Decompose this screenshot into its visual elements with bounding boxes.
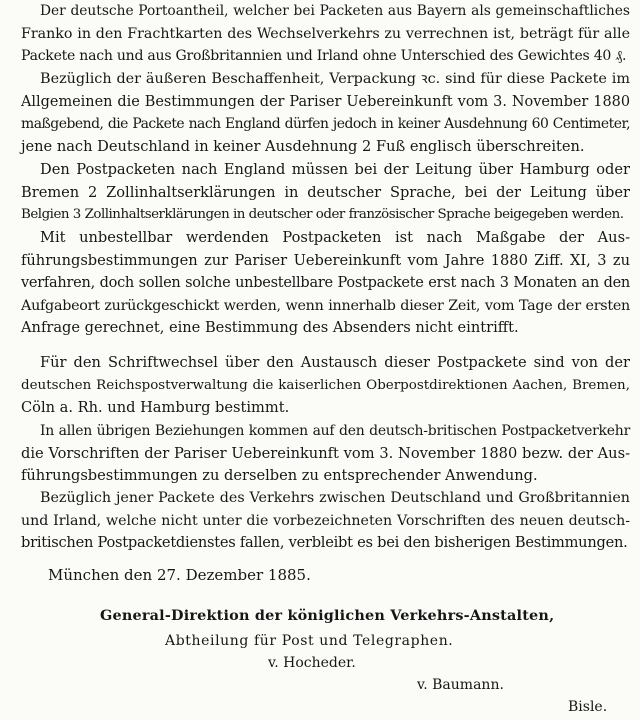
text-line: Den Postpacketen nach England müssen bei der Leitung über Hamburg oder — [40, 161, 630, 178]
text-line: Der deutsche Portoantheil, welcher bei Packeten aus Bayern als gemeinschaftliches — [40, 3, 630, 19]
paragraph-postage-share — [0, 0, 640, 68]
text-line: Bremen 2 Zollinhaltserklärungen in deutscher Sprache, bei der Leitung über — [21, 183, 630, 201]
paragraph-correspondence — [0, 352, 640, 420]
text-line: Belgien 3 Zollinhaltserklärungen in deutscher oder französischer Sprache beigegeben werden. — [21, 207, 624, 222]
text-line: jene nach Deutschland in keiner Ausdehnung 2 Fuß englisch überschreiten. — [21, 137, 585, 155]
signatory-bisle: Bisle. — [568, 699, 608, 715]
text-line: und Irland, welche nicht unter die vorbezeichneten Vorschriften des neuen deutsch- — [21, 512, 630, 529]
signatory-hocheder: v. Hocheder. — [268, 655, 356, 671]
department: Abtheilung für Post und Telegraphen. — [165, 633, 454, 649]
text-line: Aufgabeort zurückgeschickt werden, wenn innerhalb dieser Zeit, vom Tage der ersten — [21, 297, 630, 314]
text-line: Cöln a. Rh. und Hamburg bestimmt. — [21, 399, 290, 416]
text-line: deutschen Reichspostverwaltung die kaiserlichen Oberpostdirektionen Aachen, Bremen, — [21, 377, 630, 393]
text-line: Bezüglich jener Packete des Verkehrs zwischen Deutschland und Großbritannien — [40, 490, 630, 506]
text-line: führungsbestimmungen zu derselben zu entsprechender Anwendung. — [21, 467, 538, 484]
text-line: Mit unbestellbar werdenden Postpacketen ist nach Maßgabe der Aus- — [40, 229, 630, 246]
text-line: maßgebend, die Packete nach England dürfen jedoch in keiner Ausdehnung 60 Centimeter, — [21, 116, 630, 132]
text-line: die Vorschriften der Pariser Uebereinkunft vom 3. November 1880 bezw. der Aus- — [21, 444, 630, 462]
text-line: Packete nach und aus Großbritannien und Irland ohne Unterschied des Gewichtes 40 ₰. — [21, 48, 627, 64]
date-line: München den 27. Dezember 1885. — [48, 566, 311, 584]
text-line: In allen übrigen Beziehungen kommen auf den deutsch-britischen Postpacketverkehr — [40, 423, 630, 439]
text-line: verfahren, doch sollen solche unbestellbare Postpackete erst nach 3 Monaten an den — [21, 275, 630, 291]
paragraph-customs-declarations — [0, 159, 640, 227]
signatory-baumann: v. Baumann. — [417, 677, 504, 693]
text-line: britischen Postpacketdienstes fallen, verbleibt es bei den bisherigen Bestimmungen. — [21, 534, 628, 551]
issuing-authority: General-Direktion der königlichen Verkehrs-Anstalten, — [100, 607, 555, 624]
paragraph-existing-provisions — [0, 487, 640, 555]
text-line: führungsbestimmungen zur Pariser Uebereinkunft vom Jahre 1880 Ziff. XI, 3 zu — [21, 251, 630, 269]
text-line: Bezüglich der äußeren Beschaffenheit, Verpackung ꝛc. sind für diese Packete im — [40, 71, 630, 87]
text-line: Franko in den Frachtkarten des Wechselverkehrs zu verrechnen ist, beträgt für alle — [21, 25, 630, 42]
paragraph-other-relations — [0, 420, 640, 488]
paragraph-packaging — [0, 68, 640, 158]
text-line: Anfrage gerechnet, eine Bestimmung des Absenders nicht eintrifft. — [21, 319, 519, 336]
paragraph-undeliverable — [0, 227, 640, 340]
text-line: Für den Schriftwechsel über den Austausch dieser Postpackete sind von der — [40, 354, 630, 371]
text-line: Allgemeinen die Bestimmungen der Pariser Uebereinkunft vom 3. November 1880 — [21, 93, 630, 110]
